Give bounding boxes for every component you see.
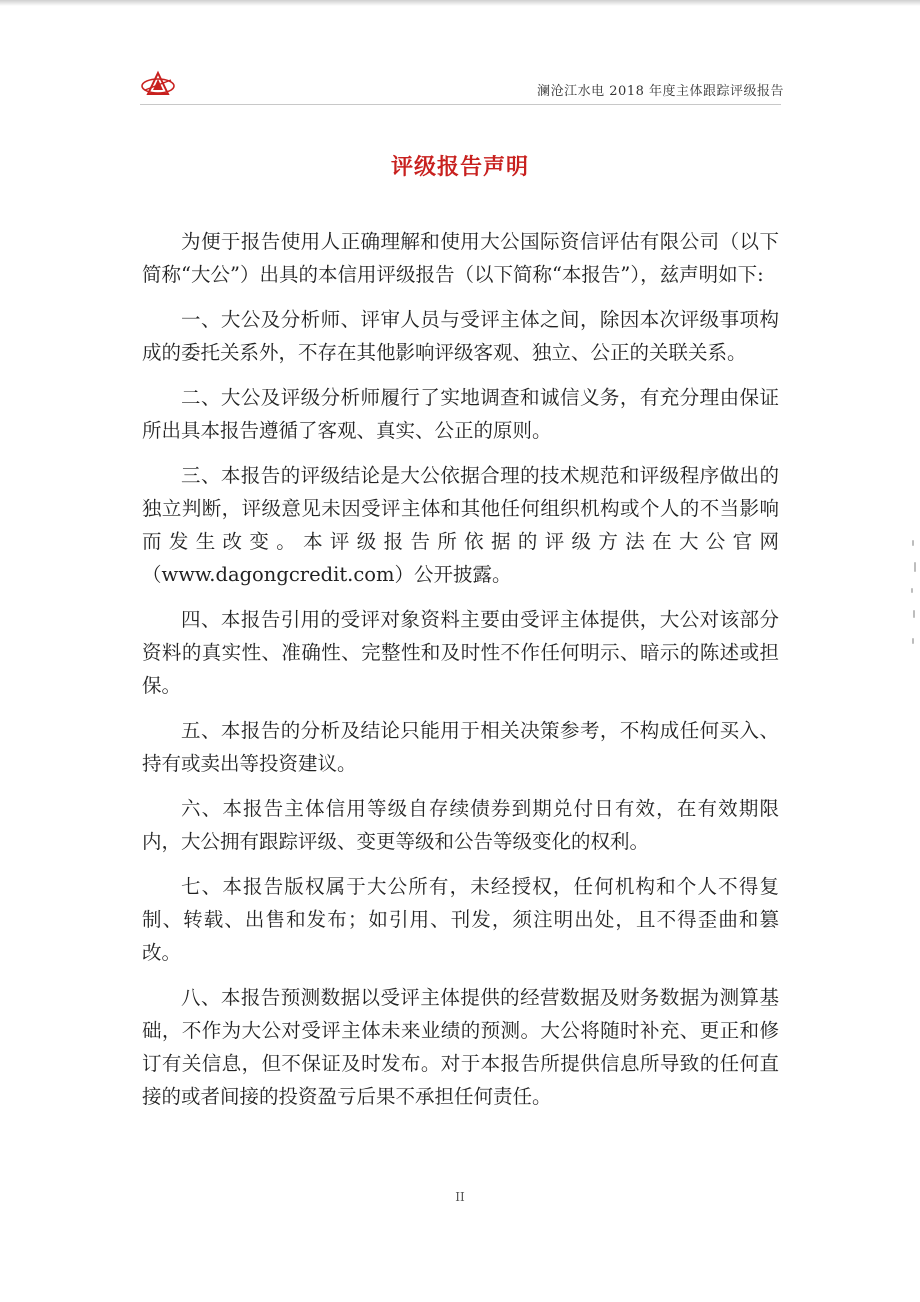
scan-edge-marks [910, 540, 918, 650]
page-title: 评级报告声明 [390, 155, 529, 180]
intro-paragraph: 为便于报告使用人正确理解和使用大公国际资信评估有限公司（以下简称“大公”）出具的本信用评级报告（以下简称“本报告”），兹声明如下: [142, 230, 779, 286]
header-report-title: 澜沧江水电 2018 年度主体跟踪评级报告 [537, 84, 784, 99]
clause-1: 一、大公及分析师、评审人员与受评主体之间，除因本次评级事项构成的委托关系外，不存在其他影响评级客观、独立、公正的关联关系。 [142, 308, 779, 364]
clause-3: 三、本报告的评级结论是大公依据合理的技术规范和评级程序做出的独立判断，评级意见未因受评主体和其他任何组织机构或个人的不当影响而发生改变。本评级报告所依据的评级方法在大公官网（www.dagongcredit.com）公开披露。 [142, 464, 779, 586]
header-divider [140, 104, 781, 105]
clause-6: 六、本报告主体信用等级自存续债券到期兑付日有效，在有效期限内，大公拥有跟踪评级、变更等级和公告等级变化的权利。 [142, 797, 779, 853]
clause-5: 五、本报告的分析及结论只能用于相关决策参考，不构成任何买入、持有或卖出等投资建议。 [142, 719, 779, 775]
declaration-body [142, 225, 779, 1125]
clause-4: 四、本报告引用的受评对象资料主要由受评主体提供，大公对该部分资料的真实性、准确性、完整性和及时性不作任何明示、暗示的陈述或担保。 [142, 608, 779, 697]
clause-7: 七、本报告版权属于大公所有，未经授权，任何机构和个人不得复制、转载、出售和发布；如引用、刊发，须注明出处，且不得歪曲和篡改。 [142, 875, 779, 964]
page-number: II [455, 1190, 465, 1204]
scan-top-border [0, 0, 920, 6]
clause-2: 二、大公及评级分析师履行了实地调查和诚信义务，有充分理由保证所出具本报告遵循了客观、真实、公正的原则。 [142, 386, 779, 442]
clause-8: 八、本报告预测数据以受评主体提供的经营数据及财务数据为测算基础，不作为大公对受评主体未来业绩的预测。大公将随时补充、更正和修订有关信息，但不保证及时发布。对于本报告所提供信息所导致的任何直接的或者间接的投资盈亏后果不承担任何责任。 [142, 986, 779, 1108]
company-logo [140, 70, 176, 98]
